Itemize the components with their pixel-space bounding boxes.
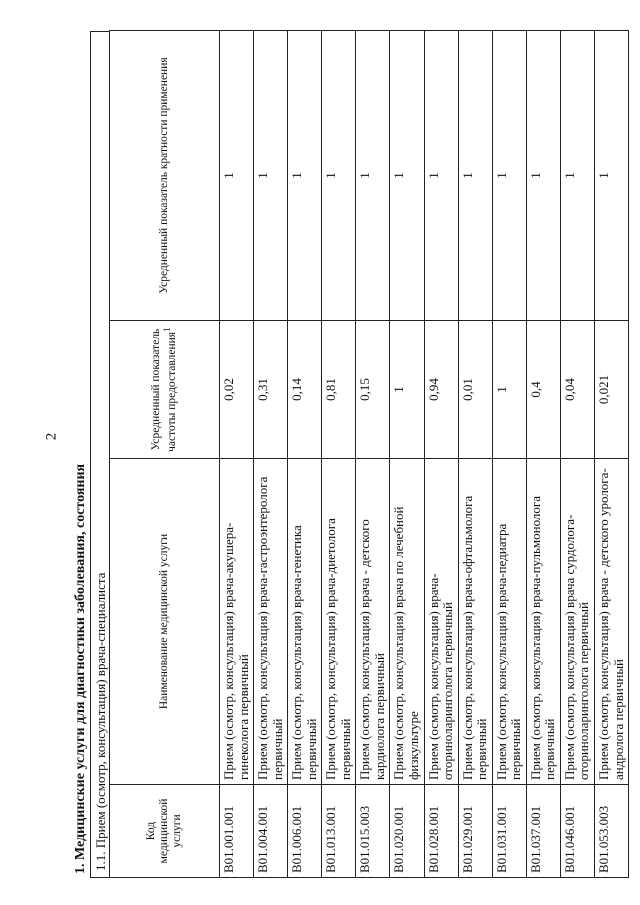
row-multiplicity: 1 [458,31,492,321]
table-body [220,31,629,878]
row-code: B01.020.001 [390,785,424,878]
header-frequency [110,321,220,459]
row-name: Прием (осмотр, консультация) врача-педиатра первичный [492,459,526,785]
row-code: B01.004.001 [254,785,288,878]
page-number: 2 [43,432,60,441]
header-frequency-text: Усредненный показатель частоты предоставления [150,328,178,452]
row-code: B01.053.003 [595,785,629,878]
table-row [220,31,254,878]
row-name: Прием (осмотр, консультация) врача-диетолога первичный [322,459,356,785]
header-frequency-footnote: 1 [162,327,174,332]
row-frequency: 0,31 [254,321,288,459]
header-name: Наименование медицинской услуги [110,459,220,785]
row-frequency: 0,4 [526,321,560,459]
row-code: B01.037.001 [526,785,560,878]
header-multiplicity: Усредненный показатель кратности применения [110,31,220,321]
row-multiplicity: 1 [424,31,458,321]
row-multiplicity: 1 [492,31,526,321]
row-frequency: 1 [492,321,526,459]
row-name: Прием (осмотр, консультация) врача-офтальмолога первичный [458,459,492,785]
row-multiplicity: 1 [390,31,424,321]
row-multiplicity: 1 [560,31,594,321]
row-frequency: 0,021 [595,321,629,459]
section-title: 1. Медицинские услуги для диагностики заболевания, состояния [73,463,88,874]
row-frequency: 0,94 [424,321,458,459]
row-frequency: 0,81 [322,321,356,459]
row-code: B01.015.003 [356,785,390,878]
table-row [254,31,288,878]
table-row [458,31,492,878]
row-multiplicity: 1 [526,31,560,321]
subsection-title: 1.1. Прием (осмотр, консультация) врача-специалиста [90,31,110,878]
services-table [109,30,629,878]
table-row [288,31,322,878]
row-name: Прием (осмотр, консультация) врача сурдолога-оториноларинголога первичный [560,459,594,785]
row-code: B01.013.001 [322,785,356,878]
row-code: B01.031.001 [492,785,526,878]
rotated-document-content [72,28,638,878]
row-name: Прием (осмотр, консультация) врача-гастроэнтеролога первичный [254,459,288,785]
row-code: B01.028.001 [424,785,458,878]
row-code: B01.006.001 [288,785,322,878]
table-row [560,31,594,878]
row-multiplicity: 1 [288,31,322,321]
row-multiplicity: 1 [220,31,254,321]
row-frequency: 0,01 [458,321,492,459]
row-frequency: 0,04 [560,321,594,459]
table-row [390,31,424,878]
table-row [322,31,356,878]
row-name: Прием (осмотр, консультация) врача-оториноларинголога первичный [424,459,458,785]
table-row [595,31,629,878]
header-code: Код медицинской услуги [110,785,220,878]
table-row [526,31,560,878]
row-frequency: 0,02 [220,321,254,459]
row-code: B01.029.001 [458,785,492,878]
row-name: Прием (осмотр, консультация) врача-акушера-гинеколога первичный [220,459,254,785]
row-multiplicity: 1 [356,31,390,321]
row-name: Прием (осмотр, консультация) врача-пульмонолога первичный [526,459,560,785]
row-multiplicity: 1 [254,31,288,321]
row-name: Прием (осмотр, консультация) врача-генетика первичный [288,459,322,785]
row-code: B01.001.001 [220,785,254,878]
row-frequency: 0,15 [356,321,390,459]
table-header-row [110,31,220,878]
table-row [424,31,458,878]
row-multiplicity: 1 [595,31,629,321]
row-name: Прием (осмотр, консультация) врача - детского кардиолога первичный [356,459,390,785]
row-code: B01.046.001 [560,785,594,878]
row-frequency: 1 [390,321,424,459]
row-multiplicity: 1 [322,31,356,321]
table-row [492,31,526,878]
row-name: Прием (осмотр, консультация) врача по лечебной физкультуре [390,459,424,785]
row-name: Прием (осмотр, консультация) врача - детского уролога-андролога первичный [595,459,629,785]
table-row [356,31,390,878]
row-frequency: 0,14 [288,321,322,459]
